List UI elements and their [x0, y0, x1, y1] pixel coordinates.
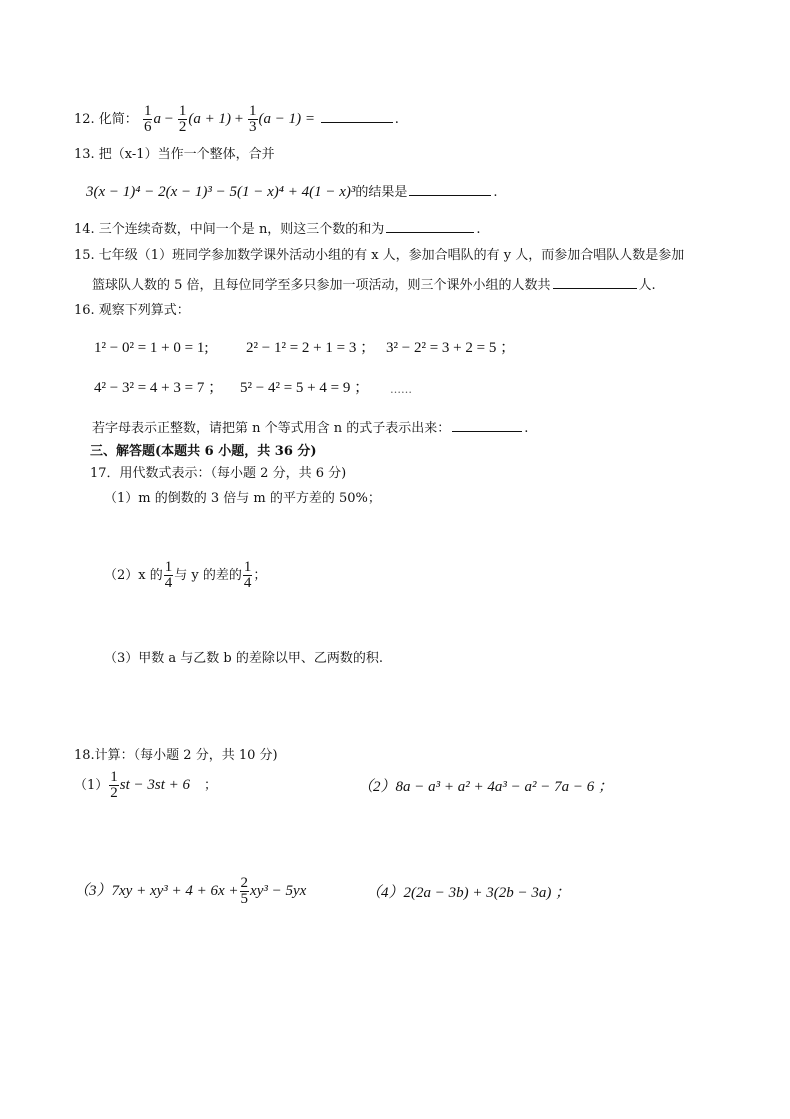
fraction-1-6: $\frac{1}{6}$ [143, 103, 152, 135]
question-13-expression: 3(x − 1)⁴ − 2(x − 1)³ − 5(1 − x)⁴ + 4(1 − x)³的结果是 . [86, 181, 498, 202]
q16-row1-eq1: 1² − 0² = 1 + 0 = 1; [94, 340, 209, 356]
q18-part1: （1） $\frac{1}{2}$ st − 3st + 6 ； [74, 769, 218, 801]
question-15-line1: 15. 七年级（1）班同学参加数学课外活动小组的有 x 人，参加合唱队的有 y 人，而参加合唱队人数是参加 [74, 248, 685, 263]
question-13 [74, 146, 275, 164]
question-16: 16. 观察下列算式： [74, 303, 190, 318]
fraction-1-4-a: $\frac{1}{4}$ [164, 559, 173, 591]
q16-row2-eq1: 4² − 3² = 4 + 3 = 7 ； [94, 380, 224, 396]
fraction-1-3: $\frac{1}{3}$ [249, 103, 257, 135]
q17-part2: （2）x 的 $\frac{1}{4}$ 与 y 的差的 $\frac{1}{4}$ ； [104, 559, 267, 591]
q18-part4: （4）2(2a − 3b) + 3(2b − 3a) ； [366, 885, 571, 901]
question-15-line2: 篮球队人数的 5 倍，且每位同学至多只参加一项活动，则三个课外小组的人数共 人. [92, 274, 656, 295]
question-17: 17．用代数式表示：（每小题 2 分，共 6 分) [90, 466, 347, 481]
q18-part3: （3）7xy + xy³ + 4 + 6x + $\frac{2}{5}$ xy³ − 5yx [74, 875, 307, 907]
fraction-1-2-b: $\frac{1}{2}$ [110, 769, 118, 801]
q16-row2-eq2: 5² − 4² = 5 + 4 = 9 ； [240, 380, 370, 396]
question-14: 14. 三个连续奇数，中间一个是 n，则这三个数的和为 . [74, 218, 480, 239]
answer-blank-16[interactable] [452, 417, 522, 432]
question-12: 12. 化简： $\frac{1}{6}$ a − $\frac{1}{2}$ (a + 1) + $\frac{1}{3}$ (a − 1) = . [74, 103, 399, 135]
q13-label: 13. 把（x-1）当作一个整体，合并 [74, 147, 275, 162]
q16-row1-eq3: 3² − 2² = 3 + 2 = 5 ； [386, 340, 516, 356]
fraction-1-2: $\frac{1}{2}$ [178, 103, 187, 135]
q16-row1-eq2: 2² − 1² = 2 + 1 = 3 ； [246, 340, 376, 356]
q17-part1: （1）m 的倒数的 3 倍与 m 的平方差的 50%； [104, 491, 381, 506]
q13-expr: 3(x − 1)⁴ − 2(x − 1)³ − 5(1 − x)⁴ + 4(1 − x)³ [86, 184, 356, 200]
q16-row2-ellipsis: …… [390, 383, 412, 396]
section-3-heading: 三、解答题(本题共 6 小题，共 36 分) [90, 444, 317, 459]
q12-label: 12. 化简： [74, 112, 138, 127]
answer-blank-13[interactable] [409, 181, 491, 196]
q18-part2: （2）8a − a³ + a² + 4a³ − a² − 7a − 6 ； [358, 779, 613, 795]
answer-blank-15[interactable] [553, 274, 637, 289]
question-18: 18.计算：（每小题 2 分，共 10 分) [74, 748, 278, 763]
answer-blank-12[interactable] [321, 108, 393, 123]
fraction-1-4-b: $\frac{1}{4}$ [243, 559, 252, 591]
answer-blank-14[interactable] [386, 218, 474, 233]
fraction-2-5: $\frac{2}{5}$ [240, 875, 249, 907]
q16-question: 若字母表示正整数，请把第 n 个等式用含 n 的式子表示出来： . [92, 417, 528, 438]
q17-part3: （3）甲数 a 与乙数 b 的差除以甲、乙两数的积. [104, 651, 384, 666]
